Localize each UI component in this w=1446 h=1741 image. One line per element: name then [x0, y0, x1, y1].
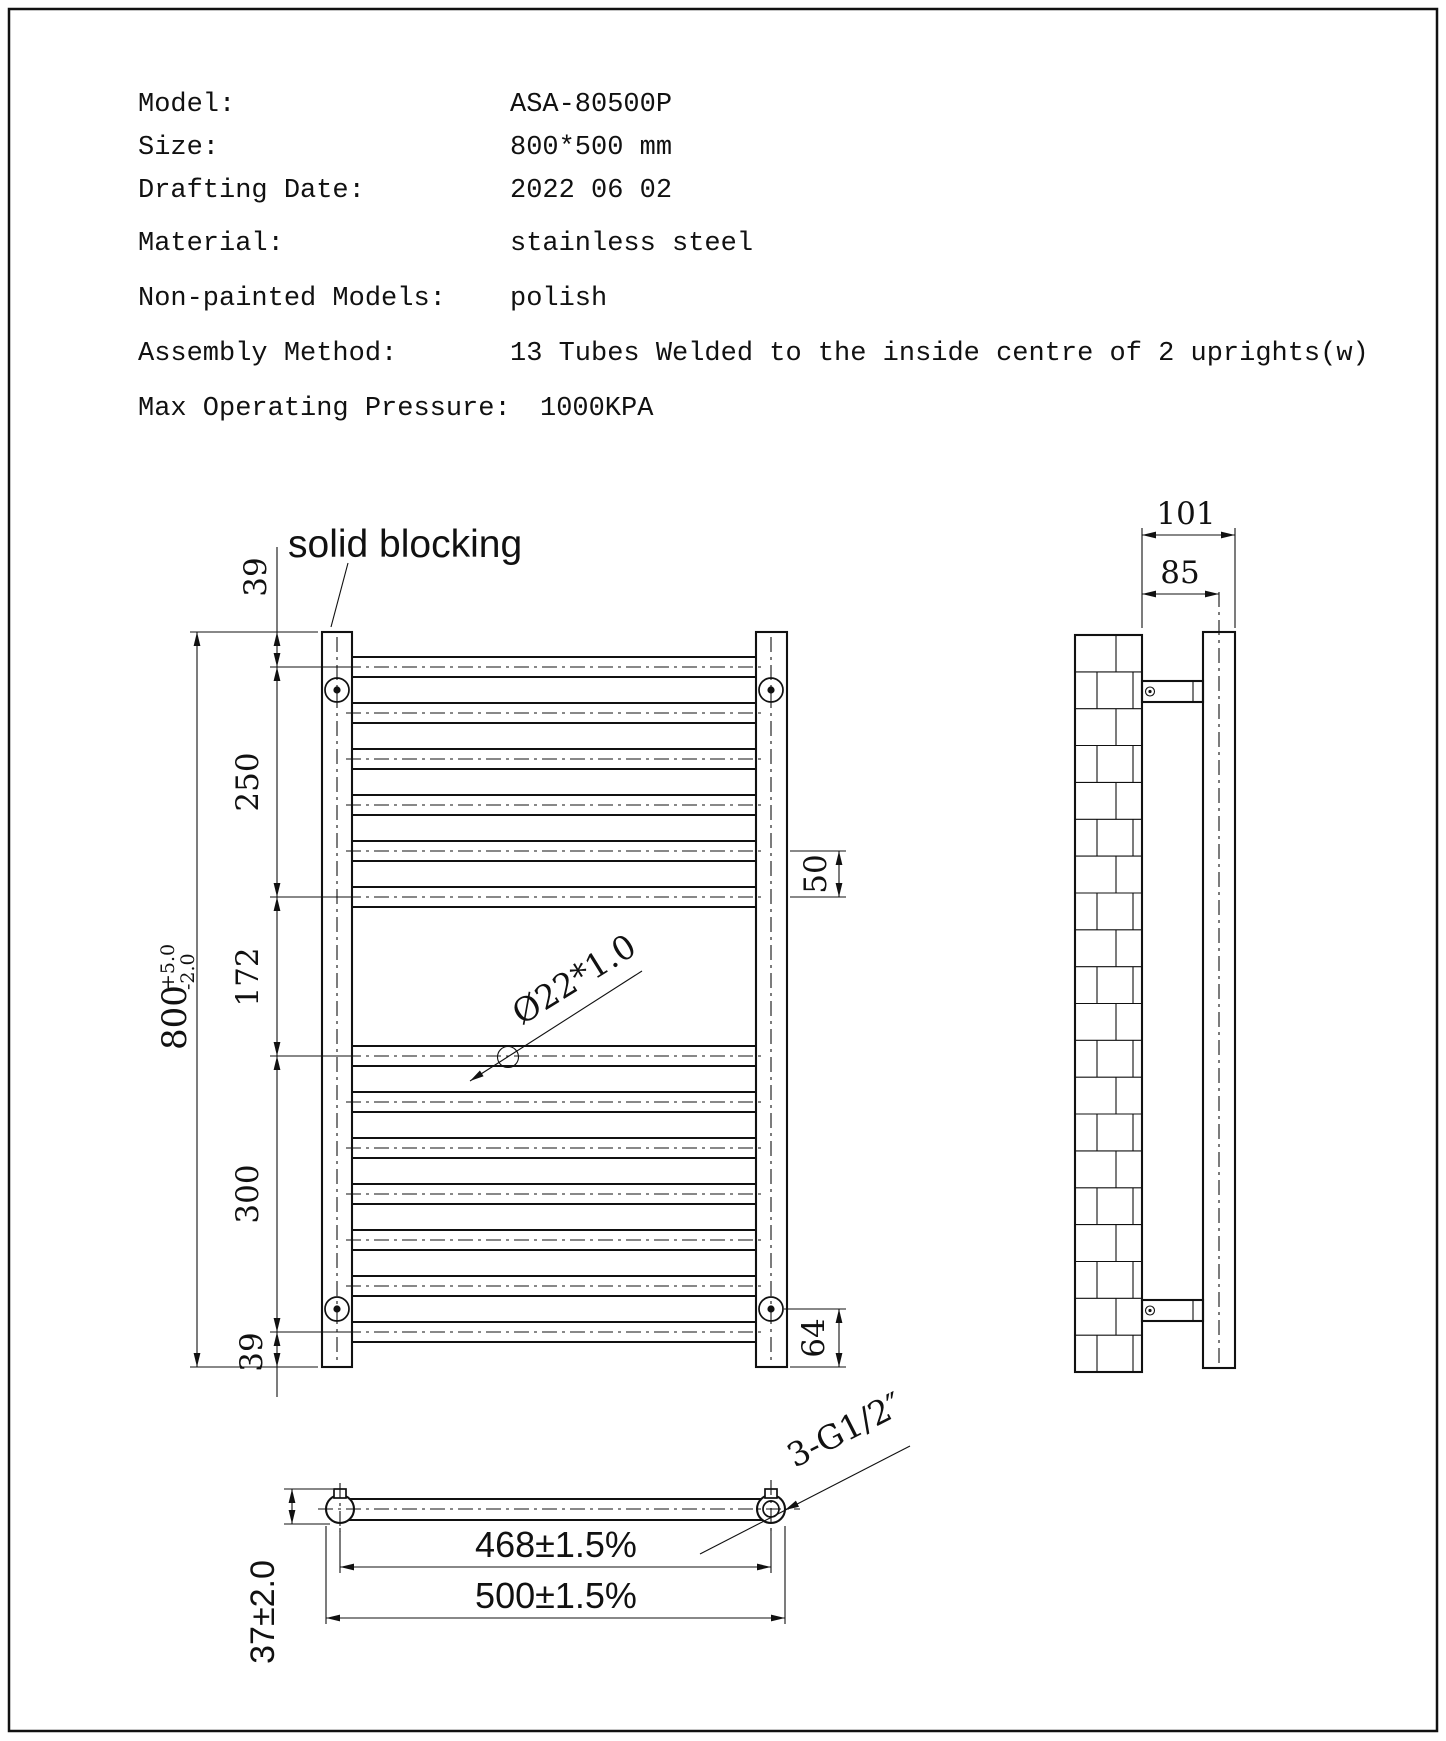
- arrowhead: [1142, 591, 1156, 598]
- arrowhead: [274, 897, 281, 911]
- arrowhead: [836, 851, 843, 865]
- solid-blocking-label: solid blocking: [288, 523, 523, 566]
- dim-upper-span: 250: [230, 752, 266, 812]
- spec-label: Max Operating Pressure:: [138, 394, 511, 424]
- sheet-border: [9, 9, 1437, 1731]
- side-view: [1075, 496, 1235, 1372]
- spec-value: 1000KPA: [540, 394, 654, 424]
- dim-overall-height: [155, 944, 199, 1050]
- dim-tube-pitch: 50: [798, 854, 834, 894]
- front-right-dim-lines: [784, 851, 846, 1367]
- dim-middle-span: 172: [230, 947, 266, 1007]
- dim-overall-depth: 101: [1156, 496, 1216, 532]
- arrowhead: [194, 1353, 201, 1367]
- wall-bracket: [1142, 681, 1203, 1321]
- arrowhead: [274, 1318, 281, 1332]
- arrowhead: [470, 1071, 484, 1082]
- arrowhead: [289, 1510, 296, 1524]
- spec-label: Model:: [138, 90, 236, 120]
- arrowhead: [274, 883, 281, 897]
- arrowhead: [274, 667, 281, 681]
- arrowhead: [771, 1615, 785, 1622]
- arrowhead: [757, 1564, 771, 1571]
- spec-value: 2022 06 02: [510, 176, 673, 206]
- brick-joints: [1075, 635, 1142, 1372]
- arrowhead: [326, 1615, 340, 1622]
- spec-value: 800*500 mm: [510, 133, 673, 163]
- dim-bottom-offset: 39: [234, 1332, 270, 1372]
- dim-wall-to-centre: 85: [1160, 555, 1200, 591]
- arrowhead: [1205, 591, 1219, 598]
- arrowhead: [274, 632, 281, 646]
- spec-value: 13 Tubes Welded to the inside centre of 2 uprights(w): [510, 339, 1369, 369]
- spec-label: Non-painted Models:: [138, 284, 446, 314]
- arrowhead: [274, 1056, 281, 1070]
- spec-label: Size:: [138, 133, 220, 163]
- arrowhead: [340, 1564, 354, 1571]
- arrowhead: [1221, 532, 1235, 539]
- front-dim-lines: [190, 547, 352, 1397]
- dim-overall-width: 500±1.5%: [475, 1575, 637, 1616]
- tube-spec-label: Ø22*1.0: [505, 926, 643, 1033]
- arrowhead: [274, 653, 281, 667]
- bottom-view: [244, 1384, 910, 1664]
- arrowhead: [274, 1353, 281, 1367]
- spec-value: ASA-80500P: [510, 90, 673, 120]
- solid-blocking-leader: [331, 563, 348, 627]
- arrowhead: [836, 1353, 843, 1367]
- front-view: [155, 523, 846, 1397]
- dim-tolerance-plus: +5.0: [157, 943, 179, 990]
- dim-depth: 37±2.0: [244, 1560, 282, 1664]
- arrowhead: [194, 632, 201, 646]
- spec-label: Material:: [138, 229, 284, 259]
- arrowhead: [274, 1042, 281, 1056]
- arrowhead: [836, 1309, 843, 1323]
- arrowhead: [274, 1332, 281, 1346]
- wall-brick-hatch: [1075, 635, 1142, 1372]
- dim-centre-span: 468±1.5%: [475, 1524, 637, 1565]
- spec-value: stainless steel: [510, 229, 754, 259]
- svg-text:800: 800: [155, 985, 195, 1050]
- arrowhead: [289, 1489, 296, 1503]
- arrowhead: [836, 883, 843, 897]
- arrowhead: [1142, 532, 1156, 539]
- thread-label: 3-G1/2″: [780, 1384, 909, 1476]
- spec-table: [138, 90, 1369, 424]
- spec-value: polish: [510, 284, 608, 314]
- dim-bracket-offset: 64: [796, 1318, 832, 1358]
- dim-lower-span: 300: [230, 1164, 266, 1224]
- spec-label: Assembly Method:: [138, 339, 398, 369]
- dimension-arrowheads: [194, 532, 1235, 1622]
- spec-label: Drafting Date:: [138, 176, 365, 206]
- dim-tolerance-minus: -2.0: [177, 953, 199, 990]
- dim-top-offset: 39: [238, 557, 274, 597]
